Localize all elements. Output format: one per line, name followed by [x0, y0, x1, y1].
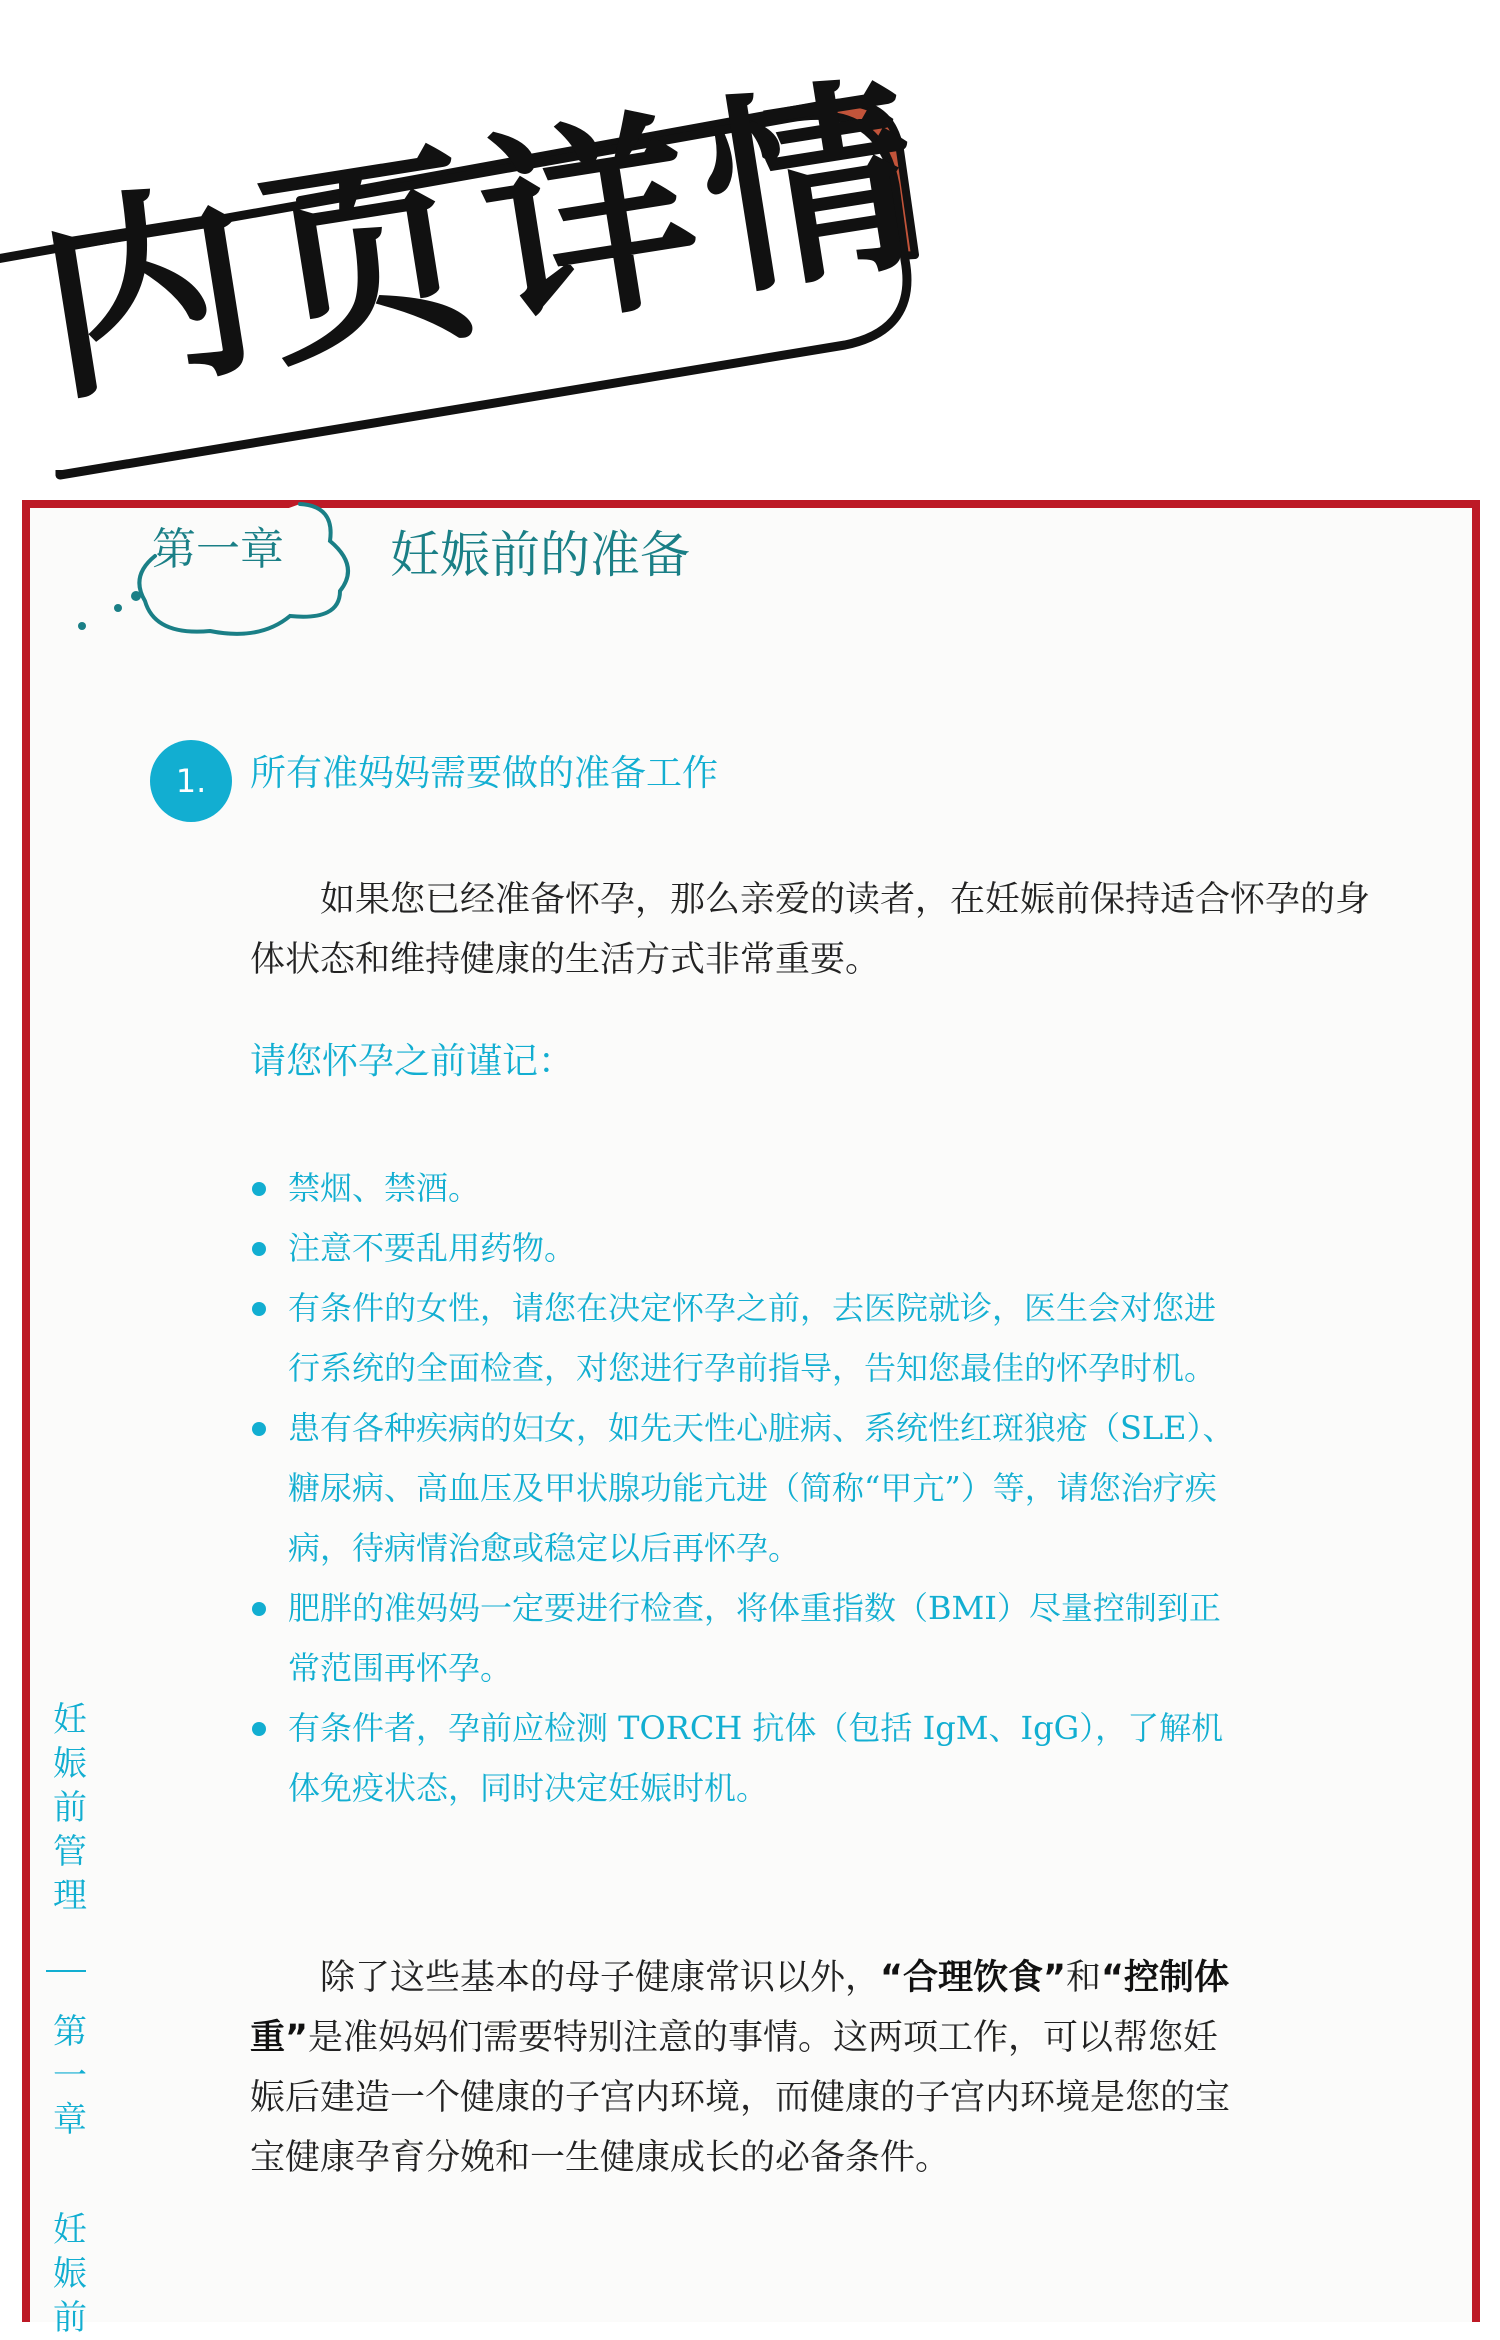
list-item-text: 禁烟、禁酒。 — [288, 1169, 481, 1207]
side-gap — [50, 2142, 90, 2208]
chapter-title: 妊娠前的准备 — [390, 526, 690, 584]
cloud-dot — [131, 591, 141, 601]
side-char: 娠 — [53, 2254, 87, 2294]
closing-text-2: 和 — [1066, 1958, 1102, 1998]
closing-text-1: 除了这些基本的母子健康常识以外， — [320, 1958, 881, 1998]
cloud-dot — [114, 604, 122, 612]
side-char: 前 — [53, 2298, 87, 2338]
section-title: 所有准妈妈需要做的准备工作 — [250, 753, 719, 794]
side-char: 理 — [53, 1876, 87, 1916]
list-item — [250, 1398, 1240, 1578]
closing-text-3: 是准妈妈们需要特别注意的事情。这两项工作，可以帮您妊娠后建造一个健康的子宫内环境，而健康的子宫内环境是您的宝宝健康孕育分娩和一生健康成长的必备条件。 — [250, 2018, 1231, 2178]
bullet-dot-icon — [252, 1242, 266, 1256]
list-item — [250, 1158, 1240, 1218]
bullet-dot-icon — [252, 1422, 266, 1436]
section-number-badge: 1. — [150, 740, 232, 822]
side-chapter-label — [50, 2010, 90, 2340]
bullet-dot-icon — [252, 1722, 266, 1736]
reminder-list — [250, 1158, 1240, 1818]
banner-title: 内页详情 — [24, 49, 948, 432]
bullet-dot-icon — [252, 1602, 266, 1616]
bullet-dot-icon — [252, 1302, 266, 1316]
side-divider — [46, 1970, 86, 1972]
side-char: 妊 — [53, 1700, 87, 1740]
list-item — [250, 1698, 1240, 1818]
closing-paragraph — [250, 1948, 1250, 2188]
list-item-text: 患有各种疾病的妇女，如先天性心脏病、系统性红斑狼疮（SLE）、糖尿病、高血压及甲状腺功能亢进（简称“甲亢”）等，请您治疗疾病，待病情治愈或稳定以后再怀孕。 — [288, 1409, 1235, 1567]
list-item-text: 有条件者，孕前应检测 TORCH 抗体（包括 IgM、IgG），了解机体免疫状态，同时决定妊娠时机。 — [288, 1709, 1224, 1807]
chapter-number: 第一章 — [152, 524, 284, 575]
closing-emphasis-weight: “控制体重” — [250, 1958, 1230, 2058]
list-item-text: 肥胖的准妈妈一定要进行检查，将体重指数（BMI）尽量控制到正常范围再怀孕。 — [288, 1589, 1221, 1687]
side-char: 第 — [53, 2012, 87, 2052]
bullet-dot-icon — [252, 1182, 266, 1196]
chapter-cloud-graphic — [60, 496, 380, 656]
list-item — [250, 1578, 1240, 1698]
side-char: 管 — [53, 1832, 87, 1872]
list-item-text: 有条件的女性，请您在决定怀孕之前，去医院就诊，医生会对您进行系统的全面检查，对您进行孕前指导，告知您最佳的怀孕时机。 — [288, 1289, 1217, 1387]
side-char: 章 — [53, 2100, 87, 2140]
list-item-text: 注意不要乱用药物。 — [288, 1229, 577, 1267]
closing-emphasis-diet: “合理饮食” — [880, 1958, 1067, 1998]
side-book-title — [50, 1698, 90, 1918]
side-char: 前 — [53, 1788, 87, 1828]
side-char: 娠 — [53, 1744, 87, 1784]
list-item — [250, 1218, 1240, 1278]
list-item — [250, 1278, 1240, 1398]
side-char: 妊 — [53, 2210, 87, 2250]
cloud-dot — [78, 622, 86, 630]
reminder-heading: 请您怀孕之前谨记： — [250, 1041, 575, 1082]
intro-paragraph: 如果您已经准备怀孕，那么亲爱的读者，在妊娠前保持适合怀孕的身体状态和维持健康的生活方式非常重要。 — [250, 880, 1371, 980]
side-char: 一 — [53, 2056, 87, 2096]
